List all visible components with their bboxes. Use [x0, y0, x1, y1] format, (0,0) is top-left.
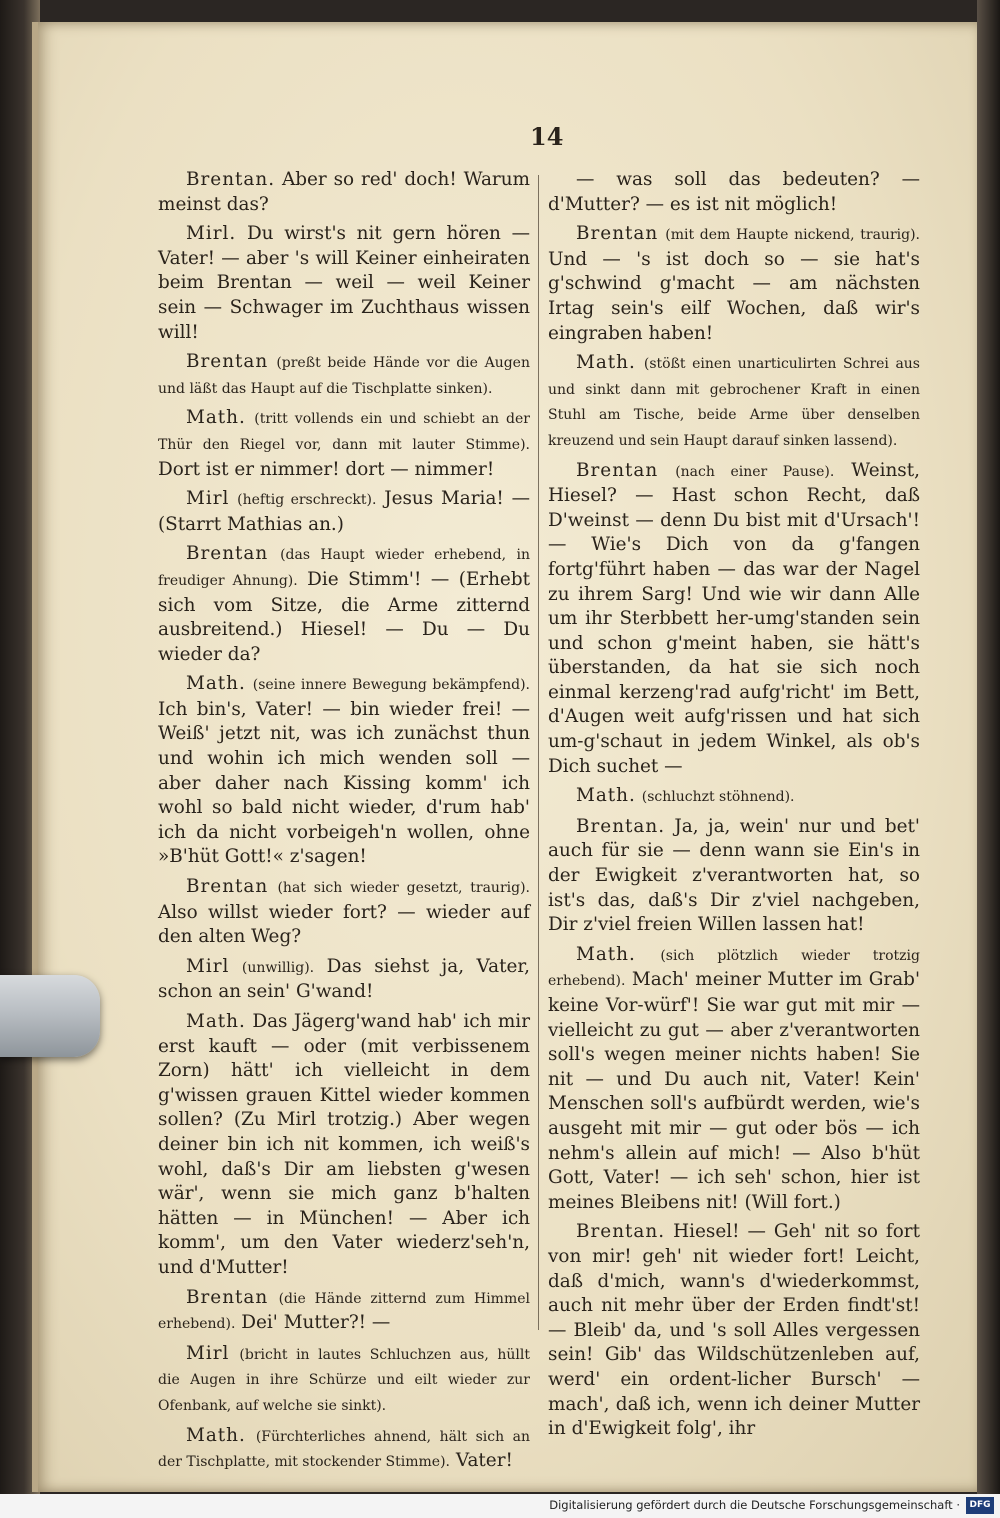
speaker-name: Brentan — [186, 351, 269, 373]
paragraph — [158, 350, 530, 401]
speaker-name: Math. — [186, 673, 246, 695]
stage-direction: (bricht in lautes Schluchzen aus, hüllt die Augen in ihre Schürze und eilt wieder zur Ofenbank, auf welche sie sinkt). — [158, 1346, 530, 1414]
paragraph — [158, 1424, 530, 1475]
dialogue-text: Vater! — [455, 1450, 513, 1472]
dialogue-text: Ja, ja, wein' nur und bet' auch für sie — denn wann sie Ein's in der Ewigkeit z'verantworten hat, so ist's das, daß's Dir z'viel nachgeben, Dir z'viel freien Willen lassen hat! — [548, 815, 920, 936]
speaker-name: Math. — [576, 352, 636, 374]
dialogue-text: Das siehst ja, Vater, schon an sein' G'wand! — [158, 955, 530, 1003]
dfg-logo: DFG — [966, 1497, 994, 1514]
speaker-name: Math. — [186, 1424, 246, 1446]
dialogue-text: Dei' Mutter?! — — [241, 1312, 391, 1334]
speaker-name: Mirl — [186, 488, 230, 510]
speaker-name: Brentan — [576, 459, 659, 481]
paragraph — [158, 1286, 530, 1337]
paragraph — [158, 955, 530, 1005]
dialogue-text: Ich bin's, Vater! — bin wieder frei! — Weiß' jetzt nit, was ich zunächst thun und wohin ich mich wenden soll — aber daher nach Kissing komm' ich wohl so bald nicht wieder, d'rum hab' ich da nicht vorbeigeh'n wollen, ohne »B'hüt Gott!« z'sagen! — [158, 698, 530, 868]
paragraph — [548, 168, 920, 217]
paragraph — [158, 168, 530, 217]
speaker-name: Mirl. — [186, 223, 237, 245]
column-divider — [538, 175, 539, 1330]
stage-direction: (hat sich wieder gesetzt, traurig). — [277, 880, 530, 897]
stage-direction: (unwillig). — [241, 959, 315, 976]
stage-direction: (preßt beide Hände vor die Augen und läßt das Haupt auf die Tischplatte sinken). — [158, 355, 530, 397]
funding-note: Digitalisierung gefördert durch die Deutsche Forschungsgemeinschaft · — [549, 1498, 960, 1512]
paragraph — [548, 1220, 920, 1441]
paragraph — [158, 1342, 530, 1419]
stage-direction: (mit dem Haupte nickend, traurig). — [665, 227, 920, 244]
stage-direction: (tritt vollends ein und schiebt an der Thür den Riegel vor, dann mit lauter Stimme). — [158, 411, 530, 453]
paragraph — [158, 222, 530, 345]
dialogue-text: Das Jägerg'wand hab' ich mir erst kauft — oder (mit verbissenem Zorn) hätt' ich vielleicht in dem g'wissen grauen Kittel wieder kommen sollen? (Zu Mirl trotzig.) Aber wegen deiner bin ich nit kommen, ich weiß's wohl, daß's Dir am liebsten g'wesen wär', wenn sie mich ganz b'halten hätten — in München! — Aber ich komm', um den Vater wiederz'seh'n, und d'Mutter! — [158, 1011, 530, 1278]
speaker-name: Brentan — [186, 543, 269, 565]
speaker-name: Math. — [576, 943, 636, 965]
speaker-name: Brentan — [186, 876, 269, 898]
speaker-name: Brentan. — [576, 815, 666, 837]
paragraph — [548, 459, 920, 780]
paragraph — [158, 672, 530, 870]
dialogue-text: Und — 's ist doch so — sie hat's g'schwind g'macht — am nächsten Irtag sein's eilf Wochen, daß wir's eingraben haben! — [548, 248, 920, 344]
dialogue-text: Jesus Maria! — (Starrt Mathias an.) — [158, 488, 530, 535]
stage-direction: (Fürchterliches ahnend, hält sich an der Tischplatte, mit stockender Stimme). — [158, 1428, 530, 1471]
paragraph — [158, 875, 530, 950]
page-clip — [0, 975, 100, 1057]
paragraph — [158, 406, 530, 482]
speaker-name: Brentan. — [576, 1221, 666, 1243]
speaker-name: Math. — [186, 407, 246, 429]
dialogue-text: Du wirst's nit gern hören — Vater! — aber 's will Keiner einheiraten beim Brentan — weil — weil Keiner sein — Schwager im Zuchthaus wissen will! — [158, 223, 530, 343]
paragraph — [158, 1010, 530, 1281]
stage-direction: (nach einer Pause). — [675, 463, 835, 480]
stage-direction: (die Hände zitternd zum Himmel erhebend). — [158, 1290, 530, 1333]
left-text-column — [158, 168, 530, 1480]
dialogue-text: — was soll das bedeuten? — d'Mutter? — es ist nit möglich! — [548, 169, 920, 215]
stage-direction: (seine innere Bewegung bekämpfend). — [252, 677, 530, 694]
dialogue-text: Aber so red' doch! Warum meinst das? — [158, 169, 530, 215]
dialogue-text: Mach' meiner Mutter im Grab' keine Vor-würf'! Sie war gut mit mir — vielleicht zu gut — aber z'verantworten soll's wegen meiner nichts haben! Sie nit — und Du auch nit, Vater! Kein' Menschen soll's aufbürdt werden, wie's ausgeht mit mir — gut oder bös — ich nehm's allein auf mich! — Also b'hüt Gott, Vater! — ich seh' schon, hier ist meines Bleibens nit! (Will fort.) — [548, 969, 920, 1213]
paragraph — [548, 815, 920, 938]
page-number: 14 — [530, 122, 564, 151]
dialogue-text: Weinst, Hiesel? — Hast schon Recht, daß D'weinst — denn Du bist mit d'Ursach'! — Wie's Dich von da g'fangen fortg'führt haben — das war der Nagel zu ihrem Sarg! Und wie wir dann Alle um ihr Sterbbett her-umg'standen sein und schon g'meint haben, sie hätt's überstanden, da hat sie sich noch einmal kerzeng'rad aufg'richt' im Bett, d'Augen weit aufg'rissen und hat sich um-g'schaut in jedem Winkel, als ob's Dich suchet — — [548, 459, 920, 777]
speaker-name: Brentan — [576, 223, 659, 245]
dialogue-text: Hiesel! — Geh' nit so fort von mir! geh' nit wieder fort! Leicht, daß d'mich, wann's d'wiederkommst, auch nit mehr über der Erden findt'st! — Bleib' da, und 's soll Alles vergessen sein! Gib' das Wildschützenleben auf, werd' ein ordent-licher Bursch' — mach', daß ich, wenn ich deiner Mutter in d'Ewigkeit folg', ihr — [548, 1221, 920, 1440]
paragraph — [158, 487, 530, 537]
speaker-name: Math. — [576, 785, 636, 807]
paragraph — [548, 943, 920, 1216]
right-text-column — [548, 168, 920, 1447]
dialogue-text: Dort ist er nimmer! dort — nimmer! — [158, 458, 495, 480]
stage-direction: (heftig erschreckt). — [237, 492, 377, 509]
scan-right-edge — [977, 0, 1000, 1518]
speaker-name: Math. — [186, 1011, 246, 1032]
stage-direction: (das Haupt wieder erhebend, in freudiger Ahnung). — [158, 547, 530, 589]
paragraph — [548, 784, 920, 810]
speaker-name: Brentan — [186, 1286, 269, 1308]
paragraph — [548, 351, 920, 453]
paragraph — [158, 542, 530, 667]
speaker-name: Mirl — [186, 955, 230, 977]
stage-direction: (stößt einen unarticulirten Schrei aus und sinkt dann mit gebrochener Kraft in einen Stuhl am Tische, beide Arme über denselben kreuzend und sein Haupt darauf sinken lassend). — [548, 356, 920, 449]
speaker-name: Brentan. — [186, 169, 276, 190]
footer-bar — [0, 1494, 1000, 1518]
dialogue-text: Die Stimm'! — (Erhebt sich vom Sitze, die Arme zitternd ausbreitend.) Hiesel! — Du — Du wieder da? — [158, 568, 530, 665]
paragraph — [548, 222, 920, 346]
stage-direction: (schluchzt stöhnend). — [641, 789, 795, 806]
dialogue-text: Also willst wieder fort? — wieder auf den alten Weg? — [158, 901, 530, 948]
speaker-name: Mirl — [186, 1342, 230, 1364]
stage-direction: (sich plötzlich wieder trotzig erhebend). — [548, 947, 920, 990]
